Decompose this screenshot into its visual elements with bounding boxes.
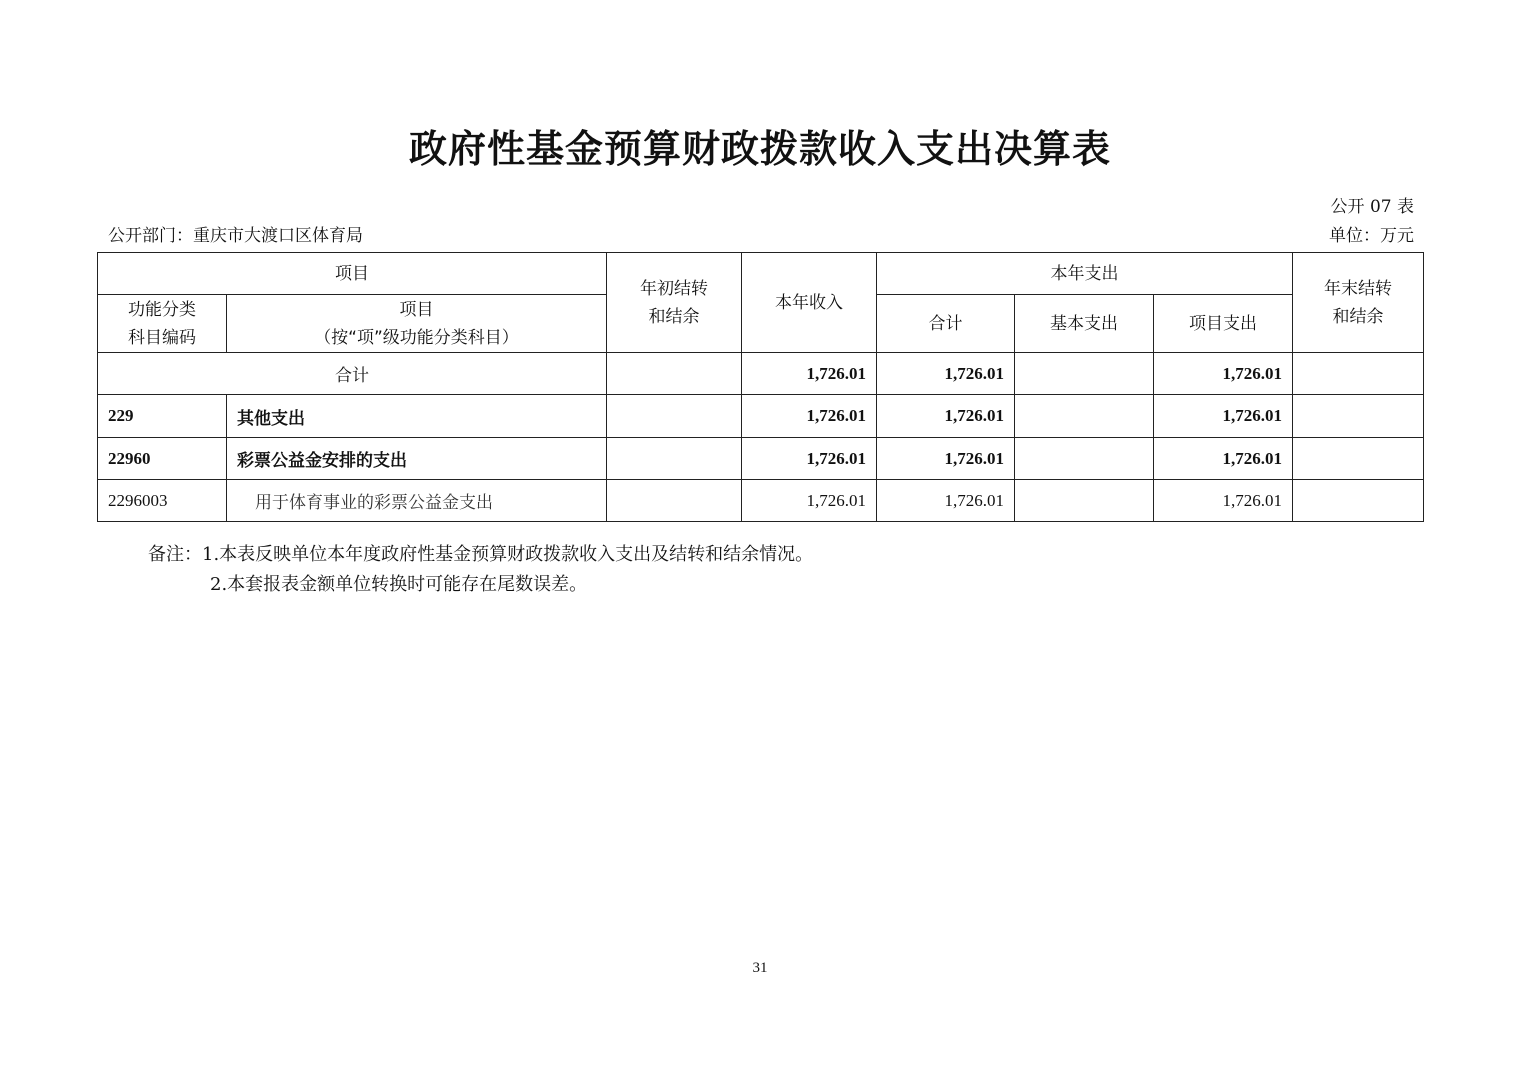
notes (148, 540, 813, 600)
header-basic: 基本支出 (1015, 295, 1154, 353)
header-item: 项目 (98, 253, 607, 295)
form-number: 公开 07 表 (1330, 197, 1414, 217)
row-begin (607, 480, 742, 522)
total-label: 合计 (98, 353, 607, 395)
row-project: 1,726.01 (1154, 395, 1293, 438)
row-total: 1,726.01 (877, 480, 1015, 522)
total-end (1293, 353, 1424, 395)
row-end (1293, 480, 1424, 522)
header-begin-balance: 年初结转 和结余 (607, 253, 742, 353)
row-name: 其他支出 (227, 395, 607, 438)
budget-table (97, 252, 1424, 522)
table-row (98, 438, 1424, 480)
row-begin (607, 438, 742, 480)
note-line: 备注：1.本表反映单位本年度政府性基金预算财政拨款收入支出及结转和结余情况。 (148, 544, 814, 565)
row-basic (1015, 480, 1154, 522)
header-name: 项目 （按“项”级功能分类科目） (227, 295, 607, 353)
header-expense: 本年支出 (877, 253, 1293, 295)
header-row-1 (98, 253, 1424, 295)
row-project: 1,726.01 (1154, 438, 1293, 480)
total-expense: 1,726.01 (877, 353, 1015, 395)
row-name: 用于体育事业的彩票公益金支出 (227, 480, 607, 522)
row-project: 1,726.01 (1154, 480, 1293, 522)
header-code: 功能分类 科目编码 (98, 295, 227, 353)
total-row (98, 353, 1424, 395)
row-name: 彩票公益金安排的支出 (227, 438, 607, 480)
row-income: 1,726.01 (742, 395, 877, 438)
row-income: 1,726.01 (742, 480, 877, 522)
department-label: 公开部门：重庆市大渡口区体育局 (108, 226, 363, 246)
header-income: 本年收入 (742, 253, 877, 353)
table-row (98, 395, 1424, 438)
row-basic (1015, 395, 1154, 438)
total-basic (1015, 353, 1154, 395)
total-begin (607, 353, 742, 395)
row-income: 1,726.01 (742, 438, 877, 480)
row-end (1293, 438, 1424, 480)
total-project: 1,726.01 (1154, 353, 1293, 395)
header-project: 项目支出 (1154, 295, 1293, 353)
row-basic (1015, 438, 1154, 480)
table-row (98, 480, 1424, 522)
note-line: 2.本套报表金额单位转换时可能存在尾数误差。 (210, 574, 588, 595)
row-end (1293, 395, 1424, 438)
row-code: 2296003 (98, 480, 227, 522)
unit-label: 单位：万元 (1329, 226, 1414, 246)
header-expense-total: 合计 (877, 295, 1015, 353)
row-total: 1,726.01 (877, 395, 1015, 438)
row-code: 229 (98, 395, 227, 438)
page-number: 31 (752, 960, 768, 976)
row-total: 1,726.01 (877, 438, 1015, 480)
row-code: 22960 (98, 438, 227, 480)
header-end-balance: 年末结转 和结余 (1293, 253, 1424, 353)
page-title: 政府性基金预算财政拨款收入支出决算表 (408, 127, 1111, 171)
row-begin (607, 395, 742, 438)
total-income: 1,726.01 (742, 353, 877, 395)
